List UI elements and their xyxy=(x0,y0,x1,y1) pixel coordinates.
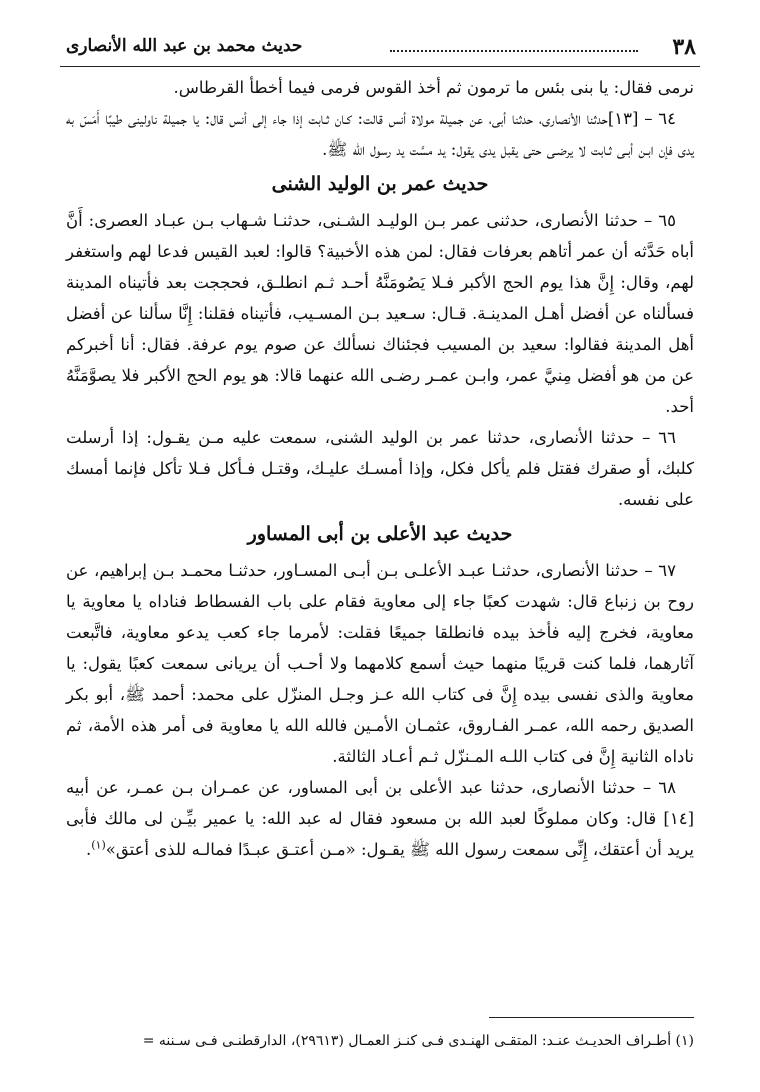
footnote: (١) أطـراف الحديـث عنـد: المتقـى الهنـدى فـى كنـز العمـال (٢٩٦١٣)، الدارقطنـى فـى سـننه = xyxy=(142,1033,694,1049)
hadith-68-text: ٦٨ – حدثنا الأنصارى، حدثنا عبد الأعلى بن أبى المساور، عن عمـران بـن عمـر، عن أبيه [١٤] قال: وكان مملوكًا لعبد الله بن مسعود فقال له عبد الله: يا عمير بيِّـن لى مالك فأبى يريد أن أعتقك، إِنِّى سمعت رسول الله ﷺ يقـول: «مـن أعتـق عبـدًا فمالـه للذى أعتق» xyxy=(66,778,694,859)
paragraph-hadith-68: ٦٨ – حدثنا الأنصارى، حدثنا عبد الأعلى بن أبى المساور، عن عمـران بـن عمـر، عن أبيه [١٤] قال: وكان مملوكًا لعبد الله بن مسعود فقال له عبد الله: يا عمير بيِّـن لى مالك فأبى يريد أن أعتقك، إِنِّى سمعت رسول الله ﷺ يقـول: «مـن أعتـق عبـدًا فمالـه للذى أعتق»$^{(١)}$. xyxy=(66,778,694,859)
section-title-umar-ibn-al-walid: حديث عمر بن الوليد الشنى xyxy=(271,173,489,195)
section-title-abd-al-ala: حديث عبد الأعلى بن أبى المساور xyxy=(247,523,513,545)
paragraph-hadith-64: ٦٤ – [١٣]حدثنا الأنصارى، حدثنا أبى، عن جميلة مولاة أنس قالت: كـان ثـابت إذا جاء إلى أنس قال: يا جميلة ناولينى طيبًا أَمَسّ به يدى فإن ابـن أبـى ثـابت لا يرضـى حتى يقبل يدى يقول: يد مسَّت يد رسول الله ﷺ. xyxy=(66,109,694,159)
page-body xyxy=(66,72,694,865)
running-title: حديث محمد بن عبد الله الأنصارى xyxy=(66,36,303,56)
footnote-marker: (١) xyxy=(91,838,106,852)
paragraph-hadith-67: ٦٧ – حدثنا الأنصارى، حدثنـا عبـد الأعلـى بـن أبـى المسـاور، حدثنـا محمـد بـن إبراهيم، عن روح بن زنباع قال: شهدت كعبًا جاء إلى معاوية فقام على باب الفسطاط فناداه يا معاوية يا معاوية، فخرج إليه فأخذ بيده فانطلقا جميعًا فقلت: لأمرما جاء كعب يدعو معاوية، فاتَّبعت آثارهما، فلما كنت قريبًا منهما حيث أسمع كلامهما ولا أحـب أن يريانى سمعت كعبًا يقول: يا معاوية والذى نفسى بيده إِنَّ فى كتاب الله عـز وجـل المنزّل على محمد: أحمد ﷺ، أبو بكر الصديق رحمه الله، عمـر الفـاروق، عثمـان الأمـين فالله الله يا معاوية فى أمر هذه الأمة، ثم ناداه الثانية إِنَّ فى كتاب اللـه المـنزّل ثـم أعـاد الثالثة. xyxy=(66,561,694,766)
paragraph-hadith-65: ٦٥ – حدثنا الأنصارى، حدثنى عمر بـن الوليـد الشـنى، حدثنـا شـهاب بـن عبـاد العصرى: أَنَّ أباه حَدَّثه أن عمر أتاهم بعرفات فقال: لمن هذه الأخبية؟ قالوا: لعبد القيس فدعا لهم واستغفر لهم، وقال: إِنَّ هذا يوم الحج الأكبر فـلا يَصُومَنَّهُ أحـد ثـم انطلـق، فحججت بعد فأتيناه المدينة فسألناه عن أفضل أهـل المدينـة. قـال: سـعيد بـن المسـيب، فأتيناه فقلنا: إِنَّا سألنا عن أفضل أهل المدينة فقالوا: سعيد بن المسيب فجئناك نسألك عن صوم يوم عرفة. فقال: أنا أخبركم عن من هو أفضل مِنيَّ عمر، وابـن عمـر رضـى الله عنهما قالا: هو يوم الحج الأكبر فلا يصوَّمَنَّهُ أحد. xyxy=(66,211,694,416)
paragraph-continuation: نرمى فقال: يا بنى بئس ما ترمون ثم أخذ القوس فرمى فيما أخطأ القرطاس. xyxy=(173,78,694,97)
footnote-divider xyxy=(489,1017,694,1018)
header-dot-leader xyxy=(390,50,638,52)
page-number: ٣٨ xyxy=(672,34,696,60)
paragraph-hadith-66: ٦٦ – حدثنا الأنصارى، حدثنا عمر بن الوليد الشنى، سمعت عليه مـن يقـول: إذا أرسلت كلبك، أو صقرك فقتل فلم يأكل فكل، وإذا أمسـك عليـك، وقتـل فـأكل فـلا تأكل فإنما أمسك على نفسه. xyxy=(66,428,694,509)
page-header xyxy=(60,30,700,67)
